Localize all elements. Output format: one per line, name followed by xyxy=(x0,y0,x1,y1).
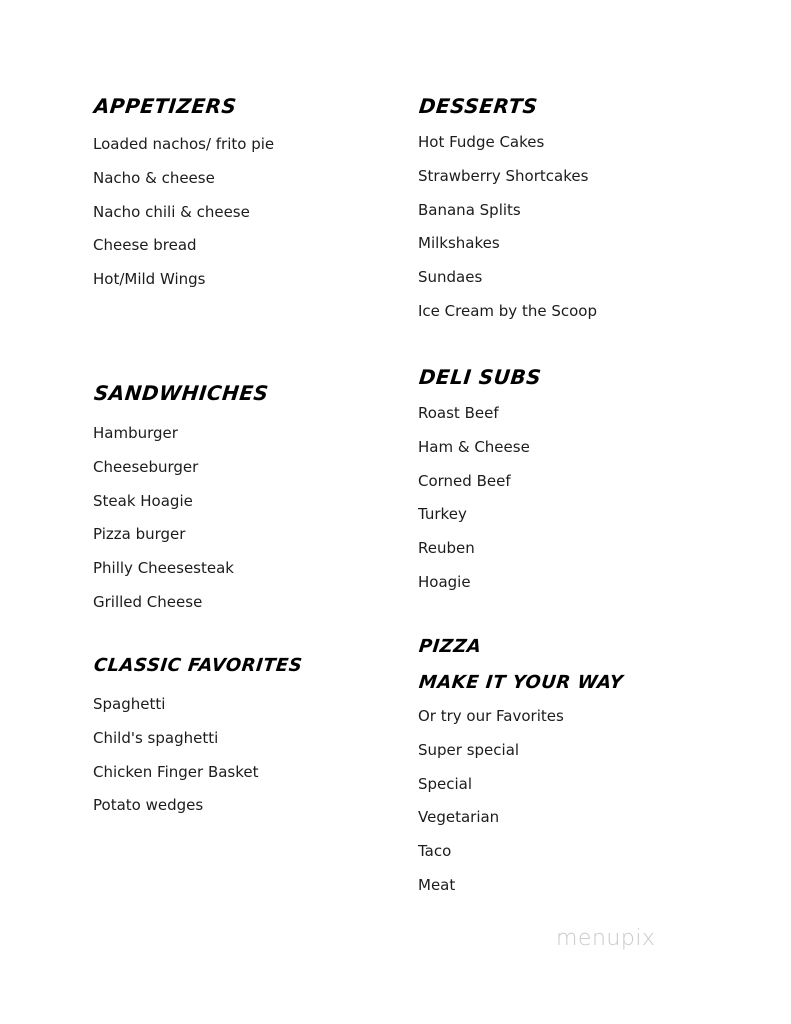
list-item: Grilled Cheese xyxy=(93,592,203,611)
list-item: Strawberry Shortcakes xyxy=(418,166,589,185)
list-item: Banana Splits xyxy=(418,200,521,219)
list-item: Ice Cream by the Scoop xyxy=(418,301,597,320)
appetizers-section xyxy=(93,96,383,303)
list-item: Potato wedges xyxy=(93,796,204,815)
list-item: Hamburger xyxy=(93,424,178,442)
classic-favorites-list xyxy=(93,694,383,829)
list-item: Cheese bread xyxy=(93,236,197,255)
list-item: Ham & Cheese xyxy=(418,437,530,456)
sandwiches-section xyxy=(93,383,383,626)
classic-favorites-heading: CLASSIC FAVORITES xyxy=(92,655,304,676)
desserts-section xyxy=(418,96,748,335)
list-item: Corned Beef xyxy=(418,471,511,490)
list-item: Nacho chili & cheese xyxy=(93,202,250,221)
list-item: Nacho & cheese xyxy=(93,168,215,187)
list-item: Hot Fudge Cakes xyxy=(418,133,545,151)
list-item: Special xyxy=(418,774,473,793)
list-item: Vegetarian xyxy=(418,808,500,827)
appetizers-list xyxy=(93,134,383,303)
list-item: Cheeseburger xyxy=(93,457,199,476)
list-item: Sundaes xyxy=(418,268,483,287)
desserts-heading: DESSERTS xyxy=(417,94,539,118)
list-item: Chicken Finger Basket xyxy=(93,762,259,781)
list-item: Meat xyxy=(418,875,456,894)
list-item: Taco xyxy=(418,842,452,861)
sandwiches-list xyxy=(93,423,383,626)
list-item: Child's spaghetti xyxy=(93,728,219,747)
menupix-watermark: menupix xyxy=(556,926,656,951)
list-item: Milkshakes xyxy=(418,234,500,253)
list-item: Pizza burger xyxy=(93,525,186,544)
sandwiches-heading: SANDWHICHES xyxy=(92,381,270,405)
pizza-list xyxy=(418,706,748,909)
list-item: Super special xyxy=(418,740,520,759)
list-item: Or try our Favorites xyxy=(418,707,564,725)
deli-subs-list xyxy=(418,403,748,606)
list-item: Loaded nachos/ frito pie xyxy=(93,135,275,153)
list-item: Steak Hoagie xyxy=(93,491,193,510)
pizza-section xyxy=(418,638,748,909)
list-item: Roast Beef xyxy=(418,404,499,422)
desserts-list xyxy=(418,132,748,335)
list-item: Hot/Mild Wings xyxy=(93,270,206,289)
pizza-subheading: MAKE IT YOUR WAY xyxy=(417,672,625,693)
appetizers-heading: APPETIZERS xyxy=(92,94,238,118)
classic-favorites-section xyxy=(93,657,383,829)
list-item: Hoagie xyxy=(418,572,471,591)
list-item: Reuben xyxy=(418,539,475,558)
pizza-heading: PIZZA xyxy=(417,636,483,657)
list-item: Spaghetti xyxy=(93,695,166,713)
list-item: Philly Cheesesteak xyxy=(93,559,234,578)
deli-subs-section xyxy=(418,367,748,606)
deli-subs-heading: DELI SUBS xyxy=(417,365,543,389)
list-item: Turkey xyxy=(418,505,467,524)
